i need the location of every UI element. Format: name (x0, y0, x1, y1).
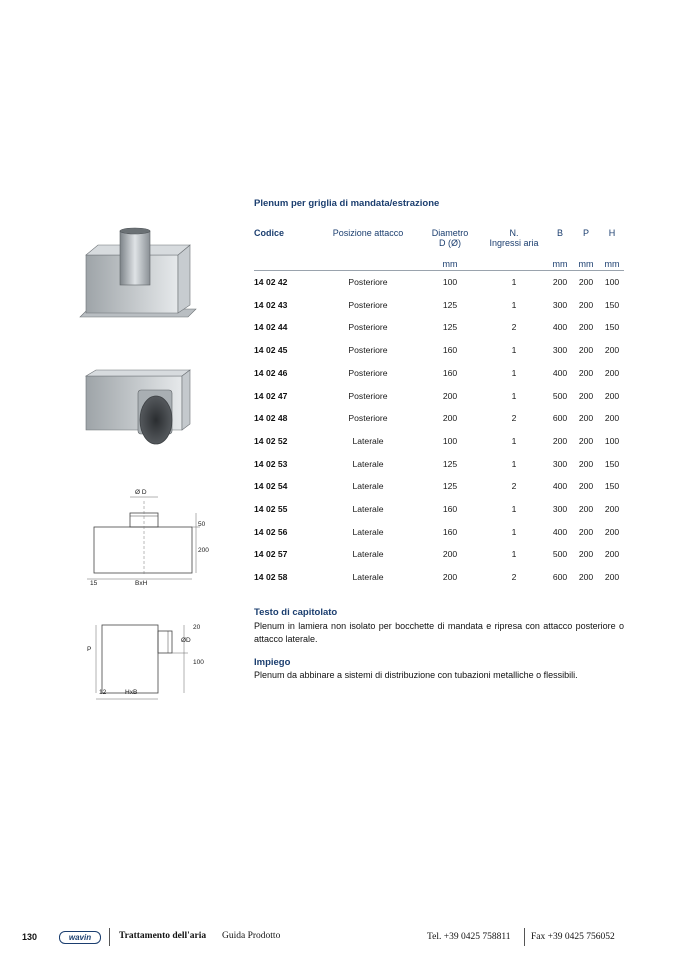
cell-code: 14 02 42 (254, 277, 288, 287)
footer-fax: Fax +39 0425 756052 (531, 932, 615, 942)
cell-h: 200 (604, 549, 620, 560)
cell-pos: Laterale (352, 435, 384, 446)
cell-p: 200 (578, 458, 594, 469)
cell-b: 200 (552, 435, 568, 446)
cell-pos: Posteriore (348, 367, 388, 378)
footer-divider-2 (524, 928, 525, 946)
cell-n: 1 (511, 345, 517, 356)
cell-n: 1 (511, 367, 517, 378)
cell-pos: Laterale (352, 458, 384, 469)
cell-d: 125 (442, 458, 458, 469)
cell-b: 400 (552, 322, 568, 333)
cell-code: 14 02 48 (254, 413, 288, 424)
cell-code: 14 02 54 (254, 481, 288, 492)
cell-code: 14 02 45 (254, 345, 288, 356)
cell-d: 100 (442, 435, 458, 446)
cell-p: 200 (578, 367, 594, 378)
cell-d: 125 (442, 299, 458, 310)
cell-d: 125 (442, 481, 458, 492)
cell-pos: Posteriore (348, 390, 388, 401)
header-b: B (556, 228, 563, 238)
cell-p: 200 (578, 345, 594, 356)
header-p: P (582, 228, 589, 238)
cell-h: 150 (604, 458, 620, 469)
cell-h: 100 (604, 435, 620, 446)
header-codice: Codice (254, 228, 285, 238)
cell-code: 14 02 53 (254, 458, 288, 469)
cell-n: 1 (511, 390, 517, 401)
cell-code: 14 02 46 (254, 367, 288, 378)
unit-b: mm (552, 259, 568, 269)
cell-h: 200 (604, 413, 620, 424)
cell-n: 1 (511, 299, 517, 310)
cell-n: 1 (511, 526, 517, 537)
cell-pos: Laterale (352, 526, 384, 537)
testo-heading: Testo di capitolato (254, 607, 338, 618)
plenum-rear-photo (78, 225, 198, 335)
cell-d: 160 (442, 504, 458, 514)
cell-pos: Laterale (352, 504, 384, 514)
unit-p: mm (578, 259, 594, 269)
cell-code: 14 02 52 (254, 435, 288, 446)
cell-pos: Posteriore (348, 299, 388, 310)
testo-body: Plenum in lamiera non isolato per bocchette di mandata e ripresa con attacco posteriore o attacco laterale. (254, 621, 624, 644)
cell-code: 14 02 58 (254, 572, 288, 583)
drawing1-height-label: 200 (198, 547, 209, 554)
cell-b: 300 (552, 299, 568, 310)
cell-n: 1 (511, 549, 517, 560)
cell-d: 200 (442, 549, 458, 560)
footer-divider-1 (109, 928, 110, 946)
cell-p: 200 (578, 277, 594, 287)
cell-h: 150 (604, 299, 620, 310)
cell-b: 400 (552, 526, 568, 537)
cell-n: 1 (511, 435, 517, 446)
cell-d: 200 (442, 390, 458, 401)
cell-d: 160 (442, 345, 458, 356)
cell-h: 200 (604, 345, 620, 356)
header-ingressi-line2: Ingressi aria (489, 238, 539, 248)
drawing2-h-label: 100 (193, 659, 204, 666)
cell-d: 200 (442, 572, 458, 583)
cell-b: 300 (552, 504, 568, 514)
cell-p: 200 (578, 299, 594, 310)
drawing2-hxb-label: HxB (125, 689, 138, 696)
page-number: 130 (22, 932, 38, 942)
drawing2-od-label: ØD (181, 637, 191, 644)
cell-h: 200 (604, 572, 620, 583)
cell-h: 200 (604, 504, 620, 514)
cell-p: 200 (578, 413, 594, 424)
cell-b: 300 (552, 458, 568, 469)
cell-n: 1 (511, 458, 517, 469)
cell-code: 14 02 43 (254, 299, 288, 310)
impiego-body: Plenum da abbinare a sistemi di distribuzione con tubazioni metalliche o flessibili. (254, 670, 578, 680)
header-diametro-line1: Diametro (431, 228, 469, 238)
drawing1-dia-label: Ø D (135, 489, 147, 496)
header-posizione: Posizione attacco (332, 228, 404, 238)
impiego-heading: Impiego (254, 657, 291, 668)
cell-code: 14 02 57 (254, 549, 288, 560)
cell-p: 200 (578, 526, 594, 537)
cell-d: 125 (442, 322, 458, 333)
cell-b: 500 (552, 390, 568, 401)
cell-h: 100 (604, 277, 620, 287)
cell-code: 14 02 55 (254, 504, 288, 514)
drawing1-bxh-label: BxH (135, 580, 148, 587)
cell-h: 150 (604, 322, 620, 333)
cell-b: 400 (552, 481, 568, 492)
cell-h: 150 (604, 481, 620, 492)
cell-code: 14 02 47 (254, 390, 288, 401)
cell-n: 2 (511, 572, 517, 583)
header-diametro-line2: D (Ø) (439, 238, 461, 248)
header-h: H (608, 228, 616, 238)
drawing2-p-label: P (87, 646, 92, 653)
cell-n: 2 (511, 481, 517, 492)
cell-p: 200 (578, 435, 594, 446)
drawing1-left-label: 15 (90, 580, 98, 587)
cell-d: 200 (442, 413, 458, 424)
cell-pos: Posteriore (348, 345, 388, 356)
drawing1-top-label: 50 (198, 521, 206, 528)
cell-p: 200 (578, 572, 594, 583)
cell-d: 100 (442, 277, 458, 287)
cell-pos: Posteriore (348, 322, 388, 333)
cell-pos: Laterale (352, 481, 384, 492)
cell-d: 160 (442, 367, 458, 378)
cell-b: 200 (552, 277, 568, 287)
table-title: Plenum per griglia di mandata/estrazione (254, 198, 440, 209)
cell-n: 1 (511, 277, 517, 287)
cell-p: 200 (578, 481, 594, 492)
cell-b: 400 (552, 367, 568, 378)
cell-h: 200 (604, 390, 620, 401)
cell-pos: Laterale (352, 549, 384, 560)
header-divider (254, 270, 624, 271)
cell-p: 200 (578, 504, 594, 514)
cell-h: 200 (604, 526, 620, 537)
cell-pos: Posteriore (348, 277, 388, 287)
cell-p: 200 (578, 549, 594, 560)
cell-pos: Laterale (352, 572, 384, 583)
cell-h: 200 (604, 367, 620, 378)
cell-b: 600 (552, 572, 568, 583)
cell-p: 200 (578, 322, 594, 333)
footer-section-bold: Trattamento dell'aria (119, 931, 207, 941)
cell-b: 500 (552, 549, 568, 560)
plenum-lateral-photo (82, 368, 192, 453)
cell-d: 160 (442, 526, 458, 537)
cell-b: 600 (552, 413, 568, 424)
drawing2-top-label: 20 (193, 624, 201, 631)
footer-section-rest: Guida Prodotto (222, 931, 281, 941)
cell-code: 14 02 56 (254, 526, 288, 537)
cell-b: 300 (552, 345, 568, 356)
cell-n: 1 (511, 504, 517, 514)
cell-n: 2 (511, 413, 517, 424)
cell-p: 200 (578, 390, 594, 401)
wavin-logo-text: wavin (68, 933, 92, 942)
cell-n: 2 (511, 322, 517, 333)
unit-diametro: mm (442, 259, 458, 269)
drawing2-left-label: 12 (99, 689, 107, 696)
header-ingressi-line1: N. (509, 228, 519, 238)
footer-tel: Tel. +39 0425 758811 (427, 932, 511, 942)
cell-code: 14 02 44 (254, 322, 288, 333)
cell-pos: Posteriore (348, 413, 388, 424)
drawing-rear-connection (84, 485, 224, 595)
unit-h: mm (604, 259, 620, 269)
